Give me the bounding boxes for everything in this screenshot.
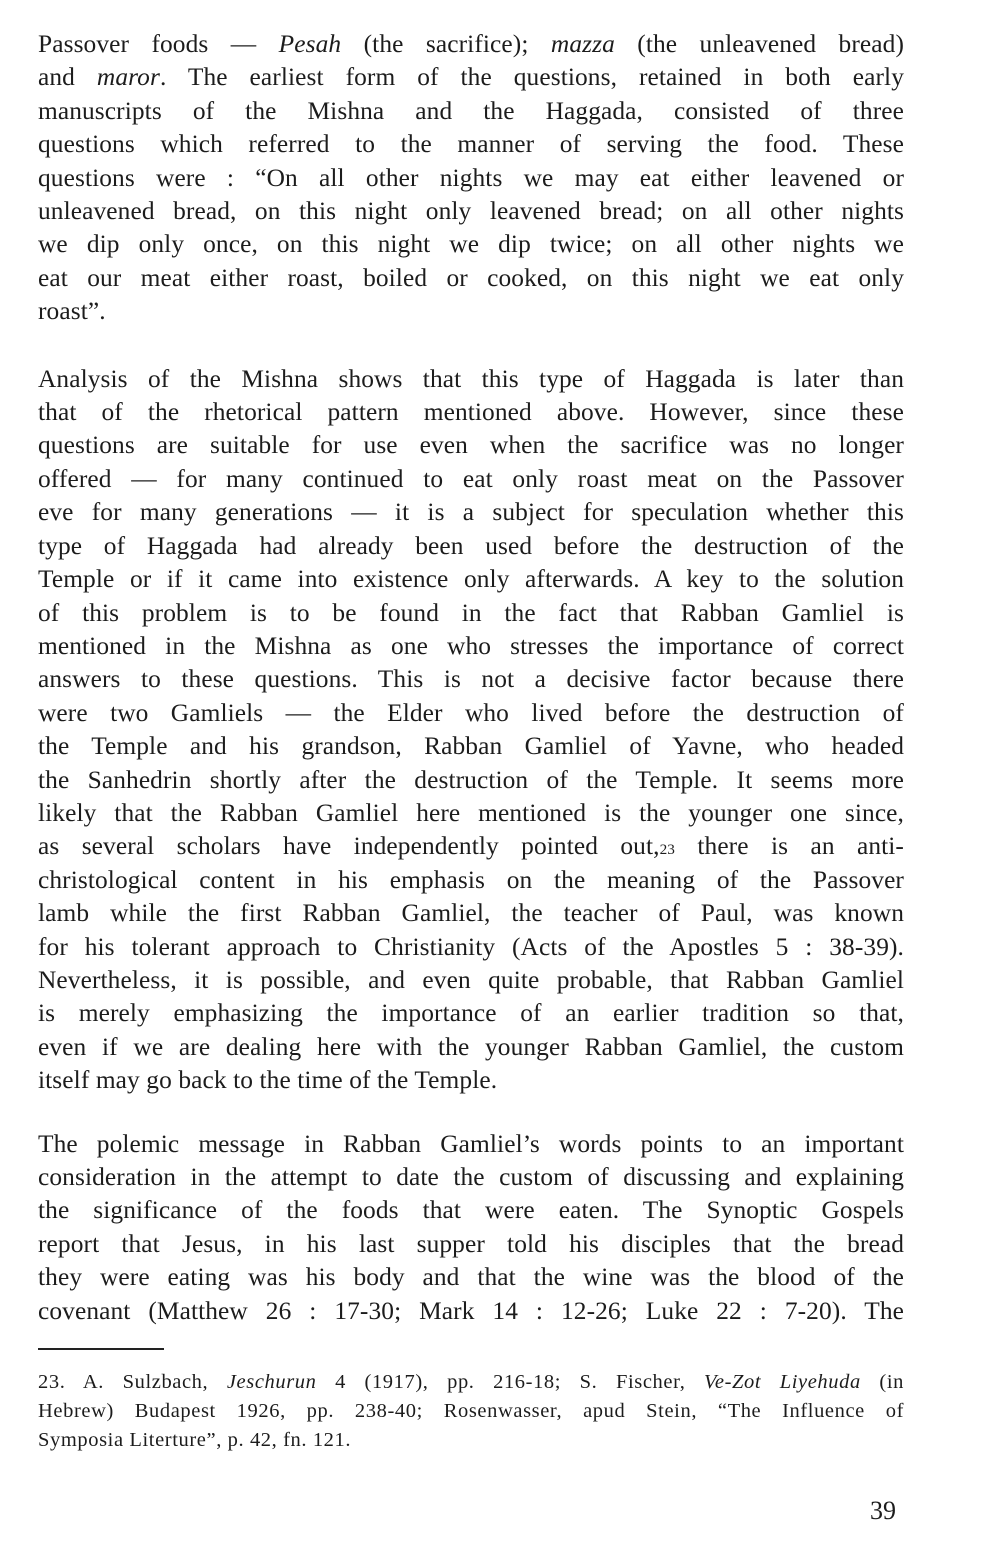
paragraph-2-line (38, 1031, 904, 1064)
text-run: (the sacrifice); (341, 30, 551, 58)
paragraph-2-line (38, 897, 904, 930)
text-run: (the unleavened bread) (614, 30, 904, 58)
text-run: of this problem is to be found in the fact that Rabban Gamliel is (38, 598, 904, 627)
text-run: as several scholars have independently pointed out, (38, 832, 660, 861)
text-run: Passover foods — (38, 30, 279, 58)
paragraph-3-line (38, 1295, 904, 1328)
paragraph-2 (38, 363, 904, 1098)
text-run: the significance of the foods that were eaten. The Synoptic Gospels (38, 1196, 904, 1225)
text-run: eat our meat either roast, boiled or cooked, on this night we eat only (38, 263, 904, 292)
italic-text: Jeschurun (226, 1371, 317, 1394)
text-run: 23. A. Sulzbach, (38, 1371, 227, 1394)
italic-text: maror (96, 63, 160, 92)
text-run: consideration in the attempt to date the custom of discussing and explaining (38, 1163, 904, 1191)
paragraph-1-line (38, 262, 904, 295)
page-body (38, 28, 904, 1455)
text-run: Analysis of the Mishna shows that this type of Haggada is later than (38, 364, 904, 393)
paragraph-2-line (38, 563, 904, 596)
paragraph-2-line (38, 429, 904, 462)
text-run: . The earliest form of the questions, retained in both early (159, 63, 904, 92)
footnote-line (38, 1397, 904, 1426)
text-run: covenant (Matthew 26 : 17-30; Mark 14 : 12-26; Luke 22 : 7-20). The (38, 1296, 904, 1325)
paragraph-2-line (38, 764, 904, 797)
text-run: questions which referred to the manner of serving the food. These (38, 130, 904, 159)
paragraph-2-line (38, 597, 904, 630)
italic-text: mazza (550, 30, 615, 58)
paragraph-2-line (38, 396, 904, 429)
page-number: 39 (870, 1496, 896, 1525)
text-run: offered — for many continued to eat only roast meat on the Passover (38, 464, 904, 493)
text-run: and (38, 63, 97, 92)
footnote-line (38, 1368, 904, 1397)
text-run: there is an anti- (675, 832, 904, 861)
text-run: were two Gamliels — the Elder who lived before the destruction of (38, 698, 904, 727)
paragraph-2-line (38, 363, 904, 396)
paragraph-2-line (38, 1064, 904, 1097)
text-run: questions were : “On all other nights we may eat either leavened or (38, 163, 904, 192)
paragraph-2-line (38, 730, 904, 763)
text-run: that of the rhetorical pattern mentioned above. However, since these (38, 398, 904, 427)
text-run: 4 (1917), pp. 216-18; S. Fischer, (316, 1371, 705, 1394)
paragraph-2-line (38, 663, 904, 696)
paragraph-2-line (38, 463, 904, 496)
italic-text: Ve-Zot Liyehuda (704, 1371, 861, 1394)
paragraph-2-line (38, 697, 904, 730)
paragraph-1-line (38, 128, 904, 161)
text-run: Hebrew) Budapest 1926, pp. 238-40; Rosenwasser, apud Stein, “The Influence of (38, 1400, 904, 1423)
paragraph-2-line (38, 931, 904, 964)
paragraph-3-line (38, 1194, 904, 1227)
paragraph-3 (38, 1128, 904, 1328)
text-run: itself may go back to the time of the Temple. (38, 1066, 498, 1095)
text-run: (in (860, 1371, 904, 1394)
paragraph-3-line (38, 1228, 904, 1261)
italic-text: Pesah (278, 30, 342, 58)
text-run: lamb while the first Rabban Gamliel, the teacher of Paul, was known (38, 899, 904, 928)
footnote-23 (38, 1368, 904, 1455)
text-run: we dip only once, on this night we dip twice; on all other nights we (38, 230, 904, 259)
text-run: unleavened bread, on this night only leavened bread; on all other nights (38, 197, 904, 226)
text-run: report that Jesus, in his last supper told his disciples that the bread (38, 1229, 904, 1258)
text-run: roast”. (38, 297, 106, 326)
paragraph-1-line (38, 228, 904, 261)
text-run: the Temple and his grandson, Rabban Gamliel of Yavne, who headed (38, 732, 904, 761)
text-run: likely that the Rabban Gamliel here mentioned is the younger one since, (38, 798, 904, 827)
text-run: eve for many generations — it is a subject for speculation whether this (38, 498, 904, 527)
paragraph-2-line (38, 797, 904, 830)
text-run: for his tolerant approach to Christianity (Acts of the Apostles 5 : 38-39). (38, 932, 904, 961)
text-run: Temple or if it came into existence only afterwards. A key to the solution (38, 565, 904, 594)
paragraph-2-line (38, 530, 904, 563)
paragraph-3-line (38, 1128, 904, 1161)
text-run: Symposia Literture”, p. 42, fn. 121. (38, 1429, 352, 1452)
paragraph-1-line (38, 195, 904, 228)
text-run: they were eating was his body and that the wine was the blood of the (38, 1263, 904, 1292)
paragraph-1-line (38, 28, 904, 61)
paragraph-2-line (38, 830, 904, 863)
text-run: the Sanhedrin shortly after the destruction of the Temple. It seems more (38, 765, 904, 794)
footnote-reference: 23 (659, 841, 676, 859)
paragraph-2-line (38, 630, 904, 663)
text-run: Nevertheless, it is possible, and even quite probable, that Rabban Gamliel (38, 965, 904, 994)
paragraph-2-line (38, 964, 904, 997)
paragraph-2-line (38, 997, 904, 1030)
text-run: manuscripts of the Mishna and the Haggada, consisted of three (38, 96, 904, 125)
paragraph-1-line (38, 61, 904, 94)
paragraph-3-line (38, 1161, 904, 1194)
text-run: even if we are dealing here with the younger Rabban Gamliel, the custom (38, 1032, 904, 1061)
text-run: The polemic message in Rabban Gamliel’s words points to an important (38, 1129, 904, 1158)
text-run: type of Haggada had already been used before the destruction of the (38, 531, 904, 560)
paragraph-2-line (38, 864, 904, 897)
paragraph-2-line (38, 496, 904, 529)
paragraph-1-line (38, 295, 904, 328)
footnote-line (38, 1426, 904, 1455)
text-run: mentioned in the Mishna as one who stresses the importance of correct (38, 631, 904, 660)
paragraph-3-line (38, 1261, 904, 1294)
paragraph-1-line (38, 95, 904, 128)
paragraph-1-line (38, 162, 904, 195)
paragraph-1 (38, 28, 904, 329)
text-run: is merely emphasizing the importance of an earlier tradition so that, (38, 999, 904, 1028)
text-run: christological content in his emphasis on the meaning of the Passover (38, 865, 904, 894)
text-run: questions are suitable for use even when the sacrifice was no longer (38, 431, 904, 460)
footnote-rule (38, 1348, 164, 1350)
text-run: answers to these questions. This is not a decisive factor because there (38, 665, 904, 694)
